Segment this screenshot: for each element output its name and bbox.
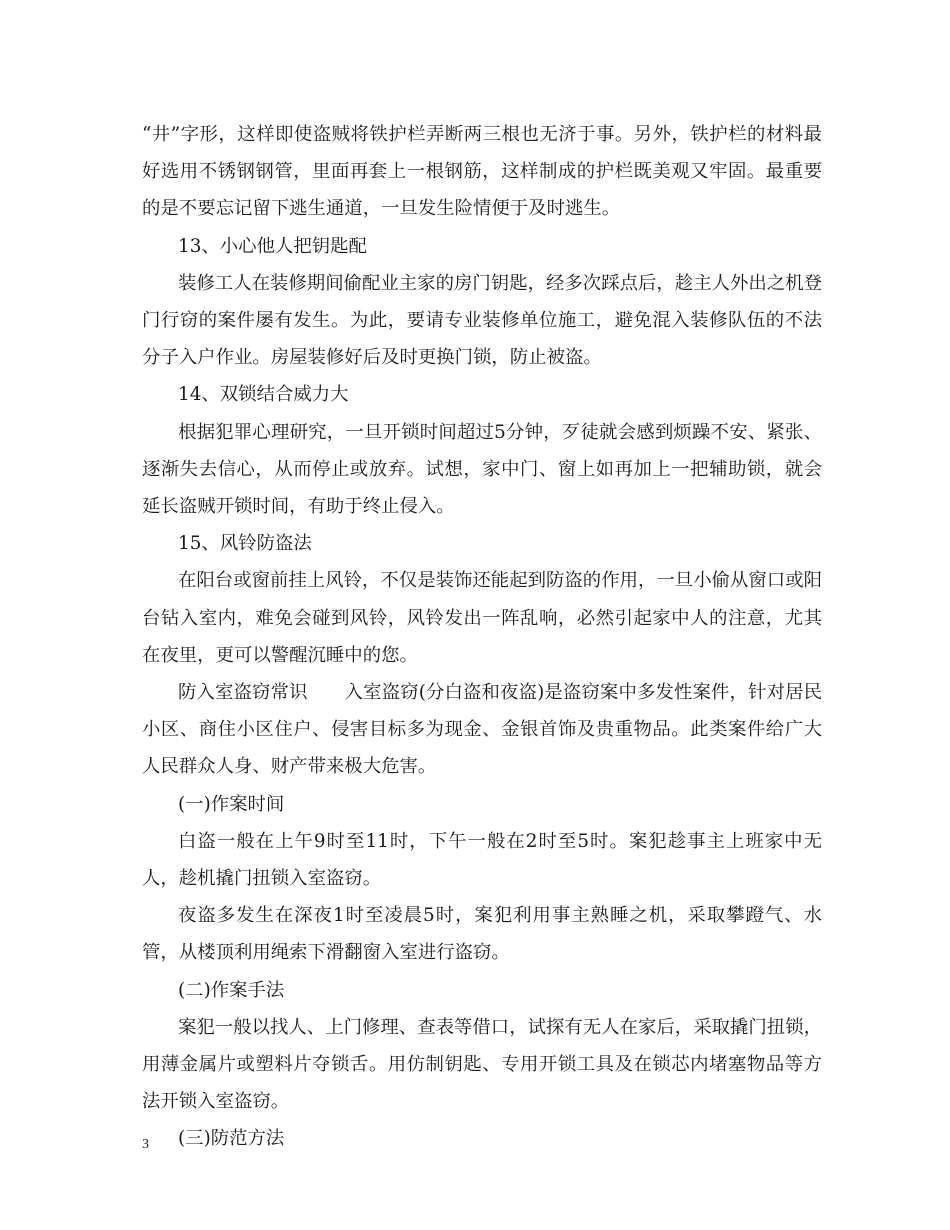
paragraph-body: 根据犯罪心理研究，一旦开锁时间超过5分钟，歹徒就会感到烦躁不安、紧张、逐渐失去信心，从而停止或放弃。试想，家中门、窗上如再加上一把辅助锁，就会延长盗贼开锁时间，有助于终止侵入。	[142, 421, 822, 518]
paragraph-body: 在阳台或窗前挂上风铃，不仅是装饰还能起到防盗的作用，一旦小偷从窗口或阳台钻入室内，难免会碰到风铃，风铃发出一阵乱响，必然引起家中人的注意，尤其在夜里，更可以警醒沉睡中的您。	[142, 570, 822, 666]
page-number: 3	[142, 1137, 149, 1152]
paragraph-body: 白盗一般在上午9时至11时，下午一般在2时至5时。案犯趁事主上班家中无人，趁机撬门扭锁入室盗窃。	[142, 830, 822, 890]
section-heading-15: 15、风铃防盗法	[178, 533, 312, 555]
paragraph-body: 夜盗多发生在深夜1时至凌晨5时，案犯利用事主熟睡之机，采取攀蹬气、水管，从楼顶利用绳索下滑翻窗入室进行盗窃。	[142, 905, 822, 964]
paragraph-continued: “井”字形，这样即使盗贼将铁护栏弄断两三根也无济于事。另外，铁护栏的材料最好选用不锈钢钢管，里面再套上一根钢筋，这样制成的护栏既美观又牢固。最重要的是不要忘记留下逃生通道，一旦发生险情便于及时逃生。	[142, 124, 822, 220]
paragraph-body: 案犯一般以找人、上门修理、查表等借口，试探有无人在家后，采取撬门扭锁，用薄金属片或塑料片夺锁舌。用仿制钥匙、专用开锁工具及在锁芯内堵塞物品等方法开锁入室盗窃。	[142, 1016, 822, 1113]
document-body	[142, 116, 822, 1158]
paragraph-body: 防入室盗窃常识 入室盗窃(分白盗和夜盗)是盗窃案中多发性案件，针对居民小区、商住小区住户、侵害目标多为现金、金银首饰及贵重物品。此类案件给广大人民群众人身、财产带来极大危害。	[142, 682, 822, 778]
section-heading-14: 14、双锁结合威力大	[178, 384, 349, 406]
paragraph-body: 装修工人在装修期间偷配业主家的房门钥匙，经多次踩点后，趁主人外出之机登门行窃的案件屡有发生。为此，要请专业装修单位施工，避免混入装修队伍的不法分子入户作业。房屋装修好后及时更换门锁，防止被盗。	[142, 272, 822, 369]
section-heading-3: (三)防范方法	[178, 1128, 285, 1150]
section-heading-1: (一)作案时间	[178, 793, 285, 815]
section-heading-13: 13、小心他人把钥匙配	[178, 235, 367, 257]
section-heading-2: (二)作案手法	[178, 979, 285, 1001]
